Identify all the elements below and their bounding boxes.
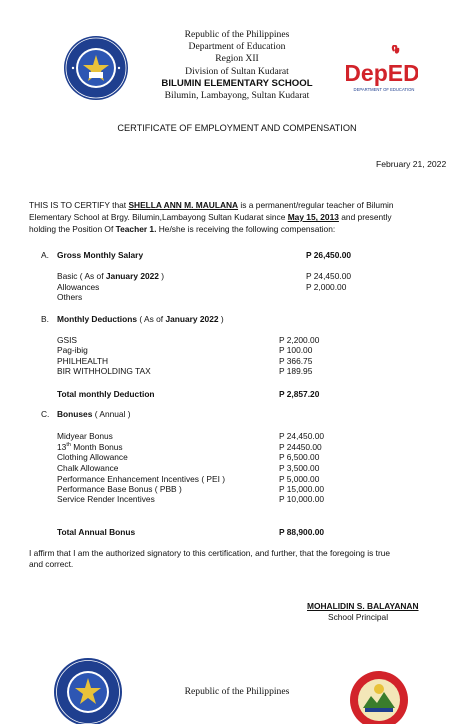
- employee-name: SHELLA ANN M. MAULANA: [128, 200, 239, 210]
- service-start-date: May 15, 2013: [287, 212, 339, 222]
- bonus-midyear-label: Midyear Bonus: [57, 431, 113, 441]
- country-line: Republic of the Philippines: [184, 29, 290, 40]
- deped-tagline: DEPARTMENT OF EDUCATION: [353, 87, 415, 92]
- letterhead: [0, 29, 474, 102]
- signatory-name: MOHALIDIN S. BALAYANAN: [307, 601, 419, 611]
- section-c-title: Bonuses ( Annual ): [57, 409, 131, 419]
- affirmation-line-1: I affirm that I am the authorized signatory to this certification, and further, that the foregoing is true: [29, 548, 391, 558]
- bonus-clothing-amount: P 6,500.00: [279, 452, 320, 462]
- deduction-pagibig-label: Pag-ibig: [57, 345, 88, 355]
- intro-line-3: holding the Position Of Teacher 1. He/she is receiving the following compensation:: [29, 224, 336, 234]
- intro-line-1: THIS IS TO CERTIFY that SHELLA ANN M. MAULANA is a permanent/regular teacher of Bilumin: [29, 200, 394, 210]
- position-title: Teacher 1.: [115, 224, 157, 234]
- section-c-letter: C.: [41, 409, 50, 419]
- bonus-chalk-amount: P 3,500.00: [279, 463, 320, 473]
- certificate-date: February 21, 2022: [376, 159, 447, 169]
- bonus-13th-month-amount: P 24450.00: [279, 442, 322, 452]
- section-b-letter: B.: [41, 314, 49, 324]
- section-a-letter: A.: [41, 250, 49, 260]
- basic-salary-label: Basic ( As of January 2022 ): [57, 271, 165, 281]
- region-line: Region XII: [215, 53, 259, 65]
- bonus-total-label: Total Annual Bonus: [57, 527, 136, 537]
- bonus-pbb-amount: P 15,000.00: [279, 484, 325, 494]
- certificate-title: CERTIFICATE OF EMPLOYMENT AND COMPENSATION: [117, 123, 357, 133]
- bonus-pbb-label: Performance Base Bonus ( PBB ): [57, 484, 182, 494]
- section-a-title: Gross Monthly Salary: [57, 250, 144, 260]
- deduction-philhealth-amount: P 366.75: [279, 356, 313, 366]
- bonus-13th-month-label: 13th Month Bonus: [57, 442, 123, 452]
- bonus-midyear-amount: P 24,450.00: [279, 431, 325, 441]
- deduction-philhealth-label: PHILHEALTH: [57, 356, 109, 366]
- gross-total: P 26,450.00: [306, 250, 352, 260]
- bonus-chalk-label: Chalk Allowance: [57, 463, 119, 473]
- bonus-total-amount: P 88,900.00: [279, 527, 325, 537]
- deduction-bir-label: BIR WITHHOLDING TAX: [57, 366, 151, 376]
- department-line: Department of Education: [188, 41, 286, 53]
- footer-text: Republic of the Philippines: [184, 686, 290, 697]
- deduction-bir-amount: P 189.95: [279, 366, 313, 376]
- allowances-label: Allowances: [57, 282, 100, 292]
- deduction-total-label: Total monthly Deduction: [57, 389, 155, 399]
- deduction-gsis-label: GSIS: [57, 335, 78, 345]
- allowances-amount: P 2,000.00: [306, 282, 347, 292]
- bonus-service-render-amount: P 10,000.00: [279, 494, 325, 504]
- division-line: Division of Sultan Kudarat: [185, 65, 289, 77]
- bonus-pei-amount: P 5,000.00: [279, 474, 320, 484]
- others-label: Others: [57, 292, 83, 302]
- section-b-title: Monthly Deductions ( As of January 2022 ): [57, 314, 224, 324]
- bonus-clothing-label: Clothing Allowance: [57, 452, 128, 462]
- affirmation-line-2: and correct.: [29, 559, 74, 569]
- intro-line-2: Elementary School at Brgy. Bilumin,Lambayong Sultan Kudarat since May 15, 2013 and presently: [29, 212, 392, 222]
- signatory-role: School Principal: [328, 612, 389, 622]
- footer-division-seal: [349, 670, 409, 724]
- deped-wordmark: DepED: [346, 60, 418, 86]
- deduction-total-amount: P 2,857.20: [279, 389, 320, 399]
- deduction-pagibig-amount: P 100.00: [279, 345, 313, 355]
- deduction-gsis-amount: P 2,200.00: [279, 335, 320, 345]
- bonus-pei-label: Performance Enhancement Incentives ( PEI ): [57, 474, 226, 484]
- bonus-service-render-label: Service Render Incentives: [57, 494, 155, 504]
- school-address: Bilumin, Lambayong, Sultan Kudarat: [164, 90, 310, 102]
- basic-salary-amount: P 24,450.00: [306, 271, 352, 281]
- school-name: BILUMIN ELEMENTARY SCHOOL: [161, 77, 313, 89]
